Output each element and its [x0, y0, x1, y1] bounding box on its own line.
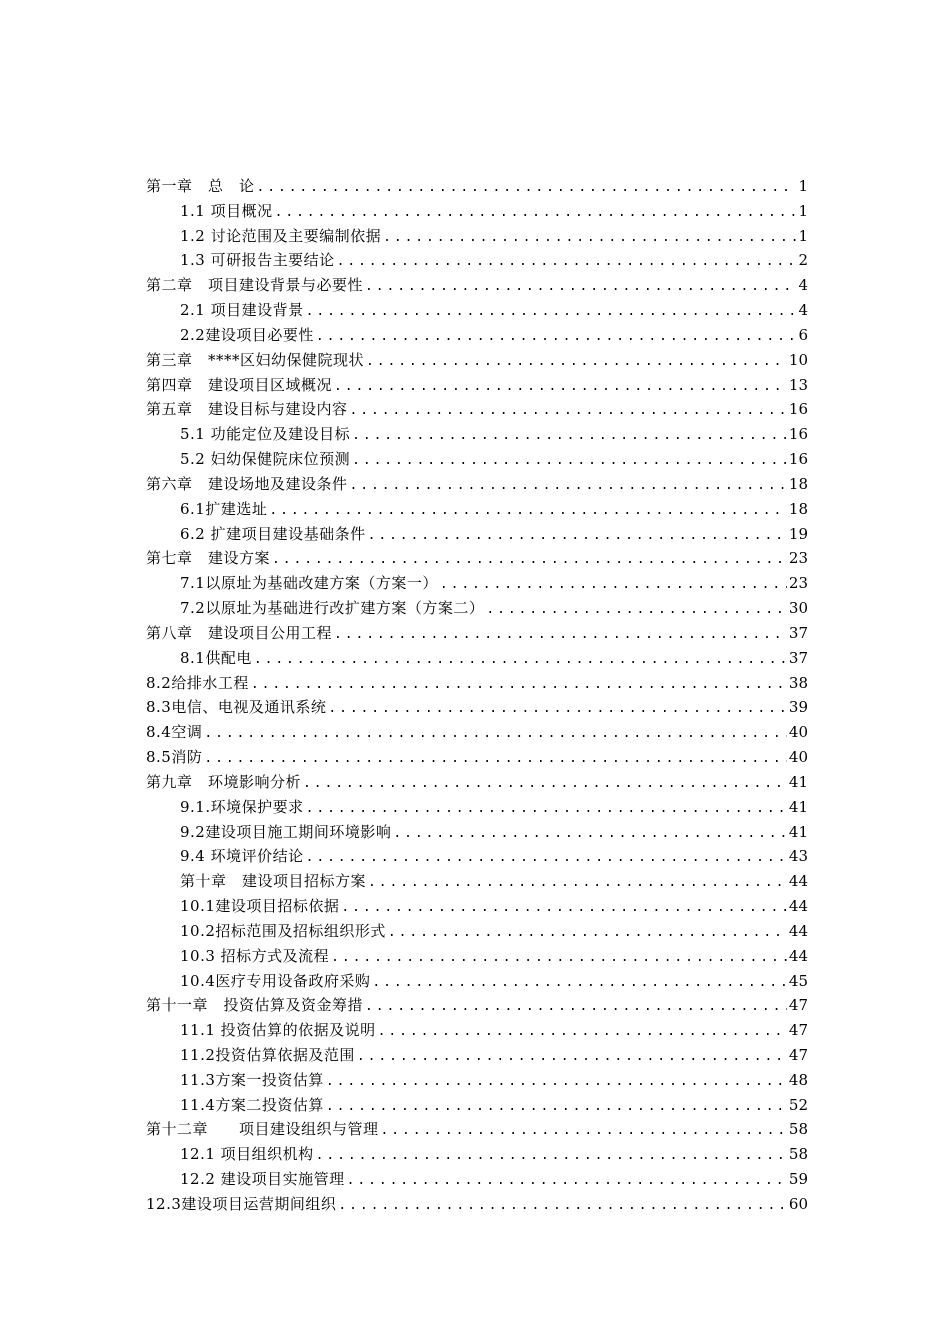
toc-entry-title: 第四章 建设项目区域概况: [146, 375, 333, 394]
toc-leader-dots: [306, 846, 787, 871]
toc-entry[interactable]: [146, 497, 808, 522]
toc-leader-dots: [388, 921, 787, 946]
toc-entry-title: 8.3电信、电视及通讯系统: [146, 698, 327, 717]
toc-entry[interactable]: [146, 373, 808, 398]
toc-entry[interactable]: [146, 248, 808, 273]
toc-entry-title: 12.2 建设项目实施管理: [180, 1170, 345, 1189]
toc-entry[interactable]: [146, 571, 808, 596]
toc-entry[interactable]: [146, 695, 808, 720]
toc-entry[interactable]: [146, 820, 808, 845]
toc-entry-page-number: 59: [788, 1170, 808, 1189]
toc-entry-title: 第十章 建设项目招标方案: [180, 872, 367, 891]
toc-entry[interactable]: [146, 720, 808, 745]
toc-entry-page-number: 41: [788, 822, 808, 841]
toc-entry[interactable]: [146, 1093, 808, 1118]
toc-entry[interactable]: [146, 522, 808, 547]
toc-leader-dots: [383, 226, 796, 251]
toc-entry-page-number: 18: [788, 499, 808, 518]
toc-entry-page-number: 10: [788, 350, 808, 369]
toc-entry[interactable]: [146, 224, 808, 249]
toc-entry-page-number: 47: [788, 1021, 808, 1040]
toc-leader-dots: [306, 797, 787, 822]
toc-leader-dots: [272, 548, 787, 573]
toc-entry-title: 8.1供配电: [180, 648, 252, 667]
toc-leader-dots: [381, 1119, 787, 1144]
toc-entry-title: 11.3方案一投资估算: [180, 1070, 324, 1089]
toc-entry-title: 第二章 项目建设背景与必要性: [146, 276, 364, 295]
toc-entry-page-number: 1: [798, 226, 808, 245]
toc-leader-dots: [368, 871, 787, 896]
toc-entry[interactable]: [146, 1142, 808, 1167]
toc-entry[interactable]: [146, 1167, 808, 1192]
toc-entry-title: 11.4方案二投资估算: [180, 1095, 324, 1114]
toc-entry-title: 12.3建设项目运营期间组织: [146, 1194, 337, 1213]
toc-leader-dots: [352, 449, 787, 474]
toc-leader-dots: [326, 1095, 787, 1120]
toc-leader-dots: [204, 747, 787, 772]
toc-entry-page-number: 1: [798, 177, 808, 195]
toc-leader-dots: [326, 1070, 787, 1095]
toc-leader-dots: [365, 995, 787, 1020]
toc-leader-dots: [257, 176, 797, 201]
toc-leader-dots: [350, 399, 787, 424]
toc-leader-dots: [275, 201, 797, 226]
toc-entry-title: 第八章 建设项目公用工程: [146, 623, 333, 642]
toc-entry-title: 第五章 建设目标与建设内容: [146, 400, 348, 419]
toc-leader-dots: [350, 474, 787, 499]
toc-leader-dots: [334, 375, 787, 400]
toc-entry[interactable]: [146, 869, 808, 894]
toc-entry-page-number: 16: [788, 425, 808, 444]
toc-entry[interactable]: [146, 472, 808, 497]
toc-entry-page-number: 16: [788, 450, 808, 469]
toc-entry-title: 1.3 可研报告主要结论: [180, 251, 335, 270]
toc-entry-page-number: 23: [788, 549, 808, 568]
toc-entry-title: 9.1.环境保护要求: [180, 797, 304, 816]
toc-entry-page-number: 43: [788, 847, 808, 866]
toc-entry[interactable]: [146, 447, 808, 472]
toc-leader-dots: [254, 648, 787, 673]
toc-entry-page-number: 37: [788, 623, 808, 642]
toc-entry[interactable]: [146, 1018, 808, 1043]
toc-leader-dots: [341, 896, 787, 921]
toc-entry-page-number: 60: [788, 1194, 808, 1213]
toc-entry-title: 2.2建设项目必要性: [180, 325, 314, 344]
toc-entry-page-number: 6: [798, 325, 808, 344]
toc-entry[interactable]: [146, 1117, 808, 1142]
toc-entry[interactable]: [146, 919, 808, 944]
toc-entry[interactable]: [146, 298, 808, 323]
toc-entry-title: 10.3 招标方式及流程: [180, 946, 330, 965]
toc-leader-dots: [334, 623, 787, 648]
toc-entry[interactable]: [146, 546, 808, 571]
toc-entry-page-number: 58: [788, 1120, 808, 1139]
toc-leader-dots: [368, 524, 787, 549]
toc-entry[interactable]: [146, 323, 808, 348]
toc-entry-title: 1.1 项目概况: [180, 201, 273, 220]
toc-entry[interactable]: [146, 894, 808, 919]
toc-leader-dots: [316, 325, 797, 350]
toc-entry-page-number: 4: [798, 276, 808, 295]
toc-entry-page-number: 52: [788, 1095, 808, 1114]
toc-entry-title: 8.4空调: [146, 723, 203, 742]
toc-entry-title: 11.1 投资估算的依据及说明: [180, 1021, 376, 1040]
toc-entry[interactable]: [146, 844, 808, 869]
toc-entry[interactable]: [146, 273, 808, 298]
toc-leader-dots: [204, 722, 787, 747]
toc-entry-page-number: 38: [788, 673, 808, 692]
toc-leader-dots: [440, 573, 787, 598]
toc-leader-dots: [357, 1045, 787, 1070]
toc-leader-dots: [331, 946, 787, 971]
toc-leader-dots: [269, 499, 787, 524]
toc-entry-title: 6.1扩建选址: [180, 499, 268, 518]
toc-entry-title: 10.1建设项目招标依据: [180, 897, 340, 916]
toc-entry-title: 第九章 环境影响分析: [146, 772, 302, 791]
toc-entry-title: 第十一章 投资估算及资金筹措: [146, 996, 364, 1015]
toc-leader-dots: [303, 772, 787, 797]
toc-entry[interactable]: [146, 646, 808, 671]
toc-entry[interactable]: [146, 422, 808, 447]
toc-entry-title: 10.2招标范围及招标组织形式: [180, 921, 386, 940]
toc-entry[interactable]: [146, 1068, 808, 1093]
toc-leader-dots: [251, 673, 787, 698]
toc-entry[interactable]: [146, 199, 808, 224]
toc-leader-dots: [338, 1194, 787, 1219]
toc-entry-page-number: 23: [788, 574, 808, 593]
toc-entry-page-number: 47: [788, 1045, 808, 1064]
toc-leader-dots: [486, 598, 787, 623]
toc-entry-title: 6.2 扩建项目建设基础条件: [180, 524, 366, 543]
toc-leader-dots: [337, 250, 797, 275]
toc-entry[interactable]: [146, 1192, 808, 1217]
toc-entry-page-number: 45: [788, 971, 808, 990]
toc-leader-dots: [378, 1020, 787, 1045]
toc-entry[interactable]: [146, 944, 808, 969]
toc-entry[interactable]: [146, 621, 808, 646]
toc-entry-title: 5.1 功能定位及建设目标: [180, 425, 351, 444]
toc-entry[interactable]: [146, 745, 808, 770]
toc-entry-page-number: 1: [798, 201, 808, 220]
toc-entry-page-number: 47: [788, 996, 808, 1015]
toc-entry-page-number: 2: [798, 251, 808, 270]
toc-entry-title: 1.2 讨论范围及主要编制依据: [180, 226, 382, 245]
toc-entry-page-number: 41: [788, 797, 808, 816]
toc-entry-title: 10.4医疗专用设备政府采购: [180, 971, 371, 990]
toc-leader-dots: [347, 1169, 787, 1194]
toc-entry-page-number: 48: [788, 1070, 808, 1089]
toc-entry[interactable]: [146, 596, 808, 621]
toc-entry-title: 9.2建设项目施工期间环境影响: [180, 822, 392, 841]
toc-entry-title: 11.2投资估算依据及范围: [180, 1045, 355, 1064]
toc-entry-title: 8.2给排水工程: [146, 673, 249, 692]
toc-entry-title: 第十二章 项目建设组织与管理: [146, 1120, 379, 1139]
toc-entry[interactable]: [146, 397, 808, 422]
toc-entry-page-number: 4: [798, 301, 808, 320]
toc-entry-title: 8.5消防: [146, 748, 203, 767]
toc-entry-page-number: 40: [788, 723, 808, 742]
toc-leader-dots: [366, 350, 787, 375]
toc-entry-page-number: 16: [788, 400, 808, 419]
toc-entry-title: 第六章 建设场地及建设条件: [146, 474, 348, 493]
toc-entry-page-number: 40: [788, 748, 808, 767]
toc-entry-page-number: 44: [788, 946, 808, 965]
toc-entry-title: 2.1 项目建设背景: [180, 301, 304, 320]
toc-leader-dots: [352, 424, 787, 449]
toc-entry-page-number: 44: [788, 921, 808, 940]
toc-leader-dots: [316, 1144, 787, 1169]
toc-entry-title: 第一章 总 论: [146, 177, 255, 195]
toc-entry-title: 第七章 建设方案: [146, 549, 271, 568]
toc-leader-dots: [365, 275, 796, 300]
toc-entry-title: 7.1以原址为基础改建方案（方案一）: [180, 574, 438, 593]
toc-entry-page-number: 44: [788, 872, 808, 891]
toc-entry-page-number: 44: [788, 897, 808, 916]
toc-entry-title: 12.1 项目组织机构: [180, 1145, 314, 1164]
toc-entry-page-number: 13: [788, 375, 808, 394]
toc-leader-dots: [393, 822, 787, 847]
toc-entry-page-number: 41: [788, 772, 808, 791]
toc-entry[interactable]: [146, 993, 808, 1018]
toc-entry-page-number: 58: [788, 1145, 808, 1164]
toc-entry-page-number: 30: [788, 599, 808, 618]
toc-entry[interactable]: [146, 671, 808, 696]
toc-entry-page-number: 37: [788, 648, 808, 667]
toc-entry-title: 9.4 环境评价结论: [180, 847, 304, 866]
toc-entry-page-number: 19: [788, 524, 808, 543]
toc-entry[interactable]: [146, 1043, 808, 1068]
toc-entry[interactable]: [146, 348, 808, 373]
toc-entry-title: 5.2 妇幼保健院床位预测: [180, 450, 351, 469]
toc-leader-dots: [328, 697, 787, 722]
toc-entry-title: 第三章 ****区妇幼保健院现状: [146, 350, 365, 369]
table-of-contents: [146, 174, 808, 1217]
toc-entry[interactable]: [146, 969, 808, 994]
toc-entry[interactable]: [146, 795, 808, 820]
toc-entry-page-number: 39: [788, 698, 808, 717]
toc-entry-page-number: 18: [788, 474, 808, 493]
toc-entry[interactable]: [146, 770, 808, 795]
toc-leader-dots: [306, 300, 797, 325]
toc-entry[interactable]: [146, 174, 808, 199]
toc-leader-dots: [372, 971, 787, 996]
toc-entry-title: 7.2以原址为基础进行改扩建方案（方案二）: [180, 599, 485, 618]
